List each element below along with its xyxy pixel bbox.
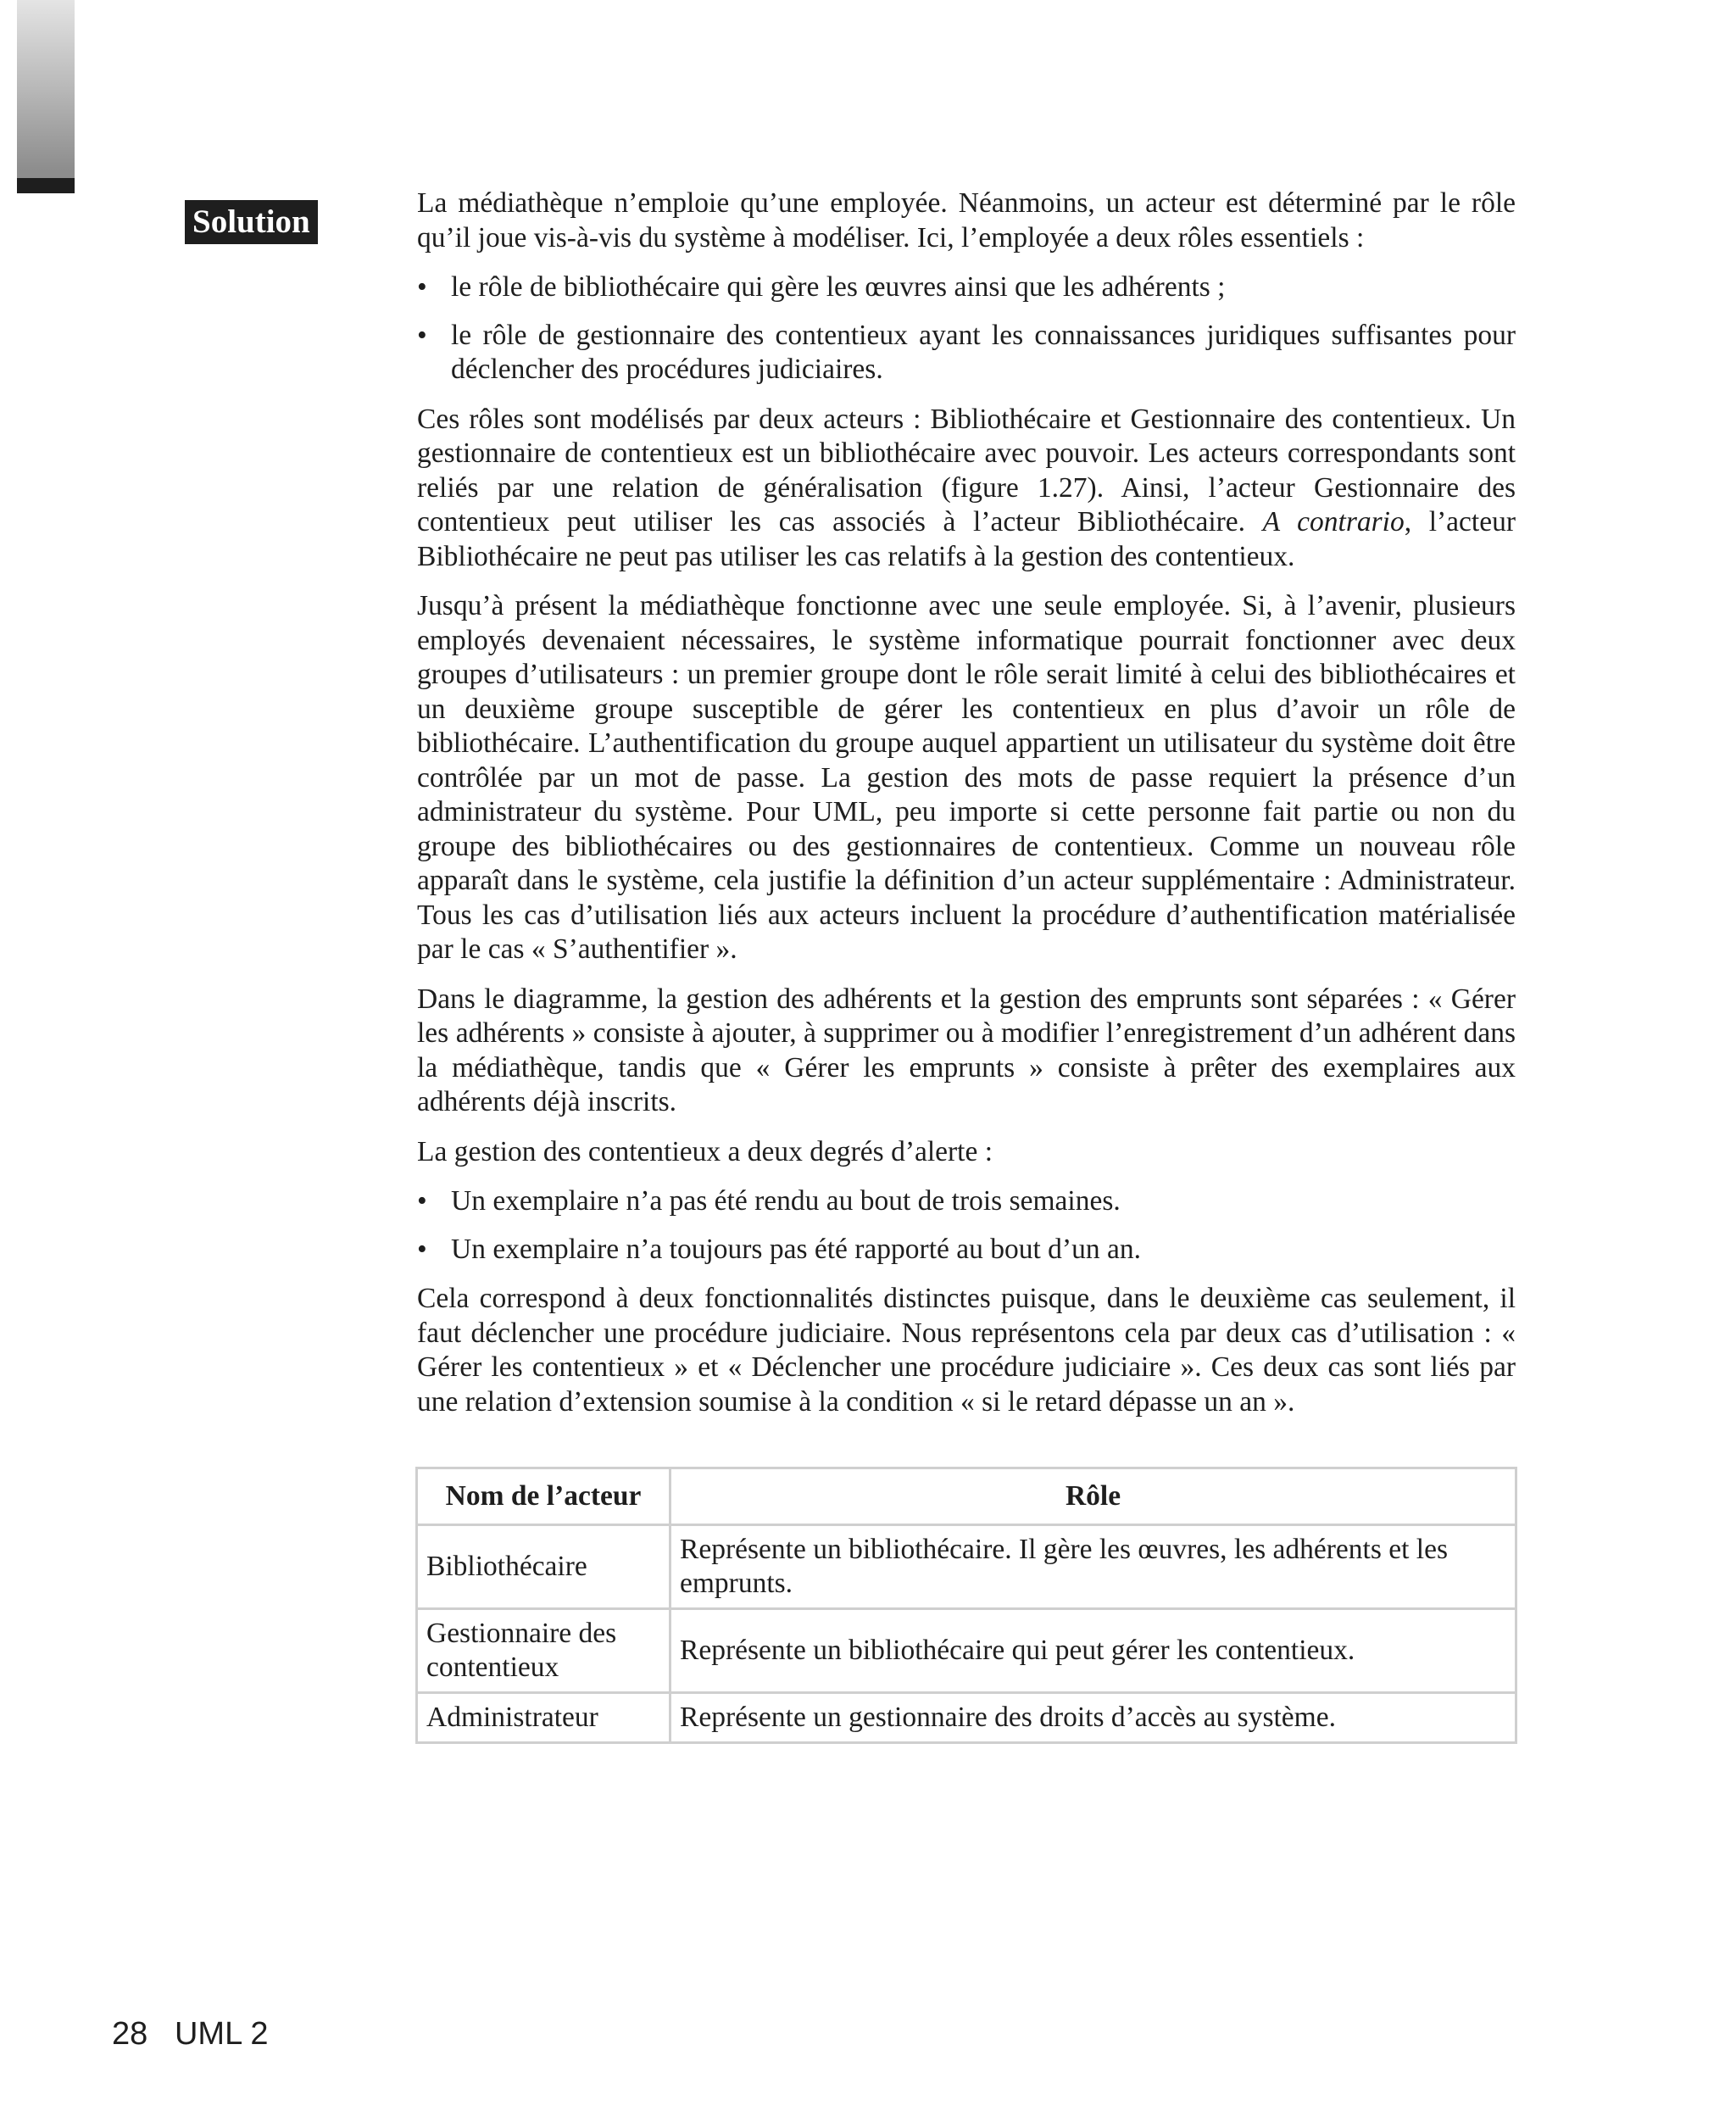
table-row [417,1609,1516,1693]
list-item [417,319,1516,387]
table-row [417,1693,1516,1743]
alert-bullet-list [417,1184,1516,1267]
cell-role: Représente un bibliothécaire. Il gère les œuvres, les adhérents et les emprunts. [670,1525,1516,1609]
header-actor-name: Nom de l’acteur [417,1468,670,1525]
paragraph-2-text-b: , l’acteur Bibliothécaire ne peut pas utiliser les cas relatifs à la gestion des contentieux. [417,506,1516,572]
list-item [417,1233,1516,1267]
paragraph-1: La médiathèque n’emploie qu’une employée. Néanmoins, un acteur est déterminé par le rôle qu’il joue vis-à-vis du système à modéliser. Ici, l’employée a deux rôles essentiels : [417,187,1516,253]
bullet-icon: • [417,1233,427,1265]
solution-label: Solution [185,200,318,244]
list-item-text: Un exemplaire n’a pas été rendu au bout de trois semaines. [451,1185,1121,1217]
table-row [417,1525,1516,1609]
table-header-row [417,1468,1516,1525]
book-title: UML 2 [174,2016,269,2052]
list-item-text: le rôle de bibliothécaire qui gère les œuvres ainsi que les adhérents ; [451,271,1226,303]
paragraph-2-text-a: Ces rôles sont modélisés par deux acteurs : Bibliothécaire et Gestionnaire des contentieux. Un gestionnaire de contentieux est un bibliothécaire avec pouvoir. Les acteurs correspondants sont reliés par une relation de généralisation (figure 1.27). Ainsi, l’acteur Gestionnaire des contentieux peut utiliser les cas associés à l’acteur Bibliothécaire. [417,403,1516,538]
page-footer [112,2016,268,2053]
cell-actor-name: Bibliothécaire [417,1525,670,1609]
roles-bullet-list [417,270,1516,387]
paragraph-6: Cela correspond à deux fonctionnalités distinctes puisque, dans le deuxième cas seulement, il faut déclencher une procédure judiciaire. Nous représentons cela par deux cas d’utilisation : « Gérer les contentieux » et « Déclencher une procédure judiciaire ». Ces deux cas sont liés par une relation d’extension soumise à la condition « si le retard dépasse un an ». [417,1283,1516,1418]
paragraph-2 [417,403,1516,575]
actors-table [415,1467,1517,1744]
header-role: Rôle [670,1468,1516,1525]
list-item-text: Un exemplaire n’a toujours pas été rapporté au bout d’un an. [451,1233,1141,1265]
cell-actor-name: Administrateur [417,1693,670,1743]
list-item [417,270,1516,305]
paragraph-5: La gestion des contentieux a deux degrés d’alerte : [417,1135,993,1167]
cell-role: Représente un bibliothécaire qui peut gérer les contentieux. [670,1609,1516,1693]
paragraph-2-italic: A contrario [1262,506,1405,538]
chapter-tab-marker [17,0,75,193]
cell-actor-name: Gestionnaire des contentieux [417,1609,670,1693]
paragraph-3: Jusqu’à présent la médiathèque fonctionne avec une seule employée. Si, à l’avenir, plusieurs employés devenaient nécessaires, le système informatique pourrait fonctionner avec deux groupes d’utilisateurs : un premier groupe dont le rôle serait limité à celui des bibliothécaires et un deuxième groupe susceptible de gérer les contentieux en plus d’avoir un rôle de bibliothécaire. L’authentification du groupe auquel appartient un utilisateur du système doit être contrôlée par un mot de passe. La gestion des mots de passe requiert la présence d’un administrateur du système. Pour UML, peu importe si cette personne fait partie ou non du groupe des bibliothécaires ou des gestionnaires de contentieux. Comme un nouveau rôle apparaît dans le système, cela justifie la définition d’un acteur supplémentaire : Administrateur. Tous les cas d’utilisation liés aux acteurs incluent la procédure d’authentification matérialisée par le cas « S’authentifier ». [417,590,1516,965]
bullet-icon: • [417,319,427,351]
bullet-icon: • [417,1185,427,1217]
list-item [417,1184,1516,1219]
page-number: 28 [112,2016,148,2052]
paragraph-4: Dans le diagramme, la gestion des adhérents et la gestion des emprunts sont séparées : « Gérer les adhérents » consiste à ajouter, à supprimer ou à modifier l’enregistrement d’un adhérent dans la médiathèque, tandis que « Gérer les emprunts » consiste à prêter des exemplaires aux adhérents déjà inscrits. [417,983,1516,1117]
bullet-icon: • [417,271,427,303]
list-item-text: le rôle de gestionnaire des contentieux ayant les connaissances juridiques suffisantes pour déclencher des procédures judiciaires. [451,319,1516,385]
cell-role: Représente un gestionnaire des droits d’accès au système. [670,1693,1516,1743]
main-text [417,187,1516,1434]
